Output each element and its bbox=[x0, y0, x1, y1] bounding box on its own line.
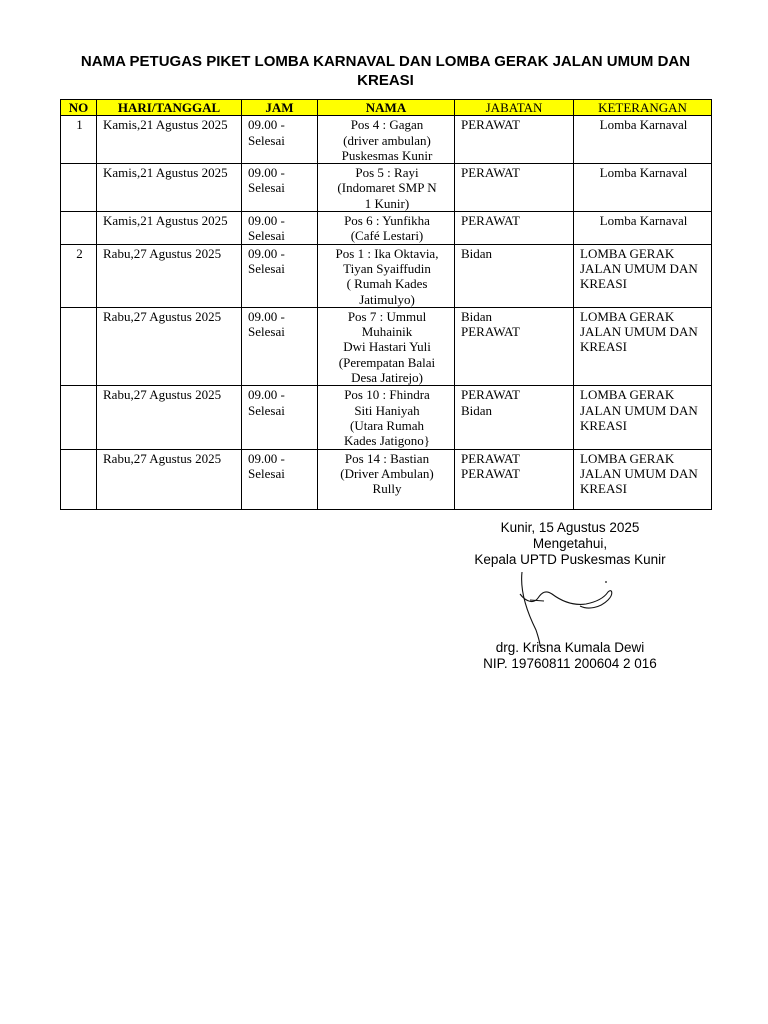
cell-name: Pos 4 : Gagan (driver ambulan) Puskesmas Kunir bbox=[318, 116, 455, 164]
table-header-row bbox=[61, 100, 712, 116]
cell-role: PERAWAT Bidan bbox=[455, 386, 574, 449]
cell-role: Bidan bbox=[455, 244, 574, 307]
cell-role: PERAWAT bbox=[455, 116, 574, 164]
cell-note: Lomba Karnaval bbox=[574, 164, 712, 212]
signer-name: drg. Krisna Kumala Dewi bbox=[495, 640, 645, 655]
signature-acknowledged: Mengetahui, bbox=[532, 536, 608, 551]
cell-time: 09.00 - Selesai bbox=[242, 386, 318, 449]
cell-name: Pos 1 : Ika Oktavia, Tiyan Syaiffudin ( Rumah Kades Jatimulyo) bbox=[318, 244, 455, 307]
table-row bbox=[61, 449, 712, 509]
table-row bbox=[61, 212, 712, 245]
cell-no bbox=[61, 307, 97, 385]
header-note: KETERANGAN bbox=[574, 100, 712, 116]
cell-date: Rabu,27 Agustus 2025 bbox=[97, 307, 242, 385]
header-time: JAM bbox=[242, 100, 318, 116]
header-role: JABATAN bbox=[455, 100, 574, 116]
table-row bbox=[61, 307, 712, 385]
cell-time: 09.00 - Selesai bbox=[242, 449, 318, 509]
cell-note: LOMBA GERAK JALAN UMUM DAN KREASI bbox=[574, 386, 712, 449]
cell-note: LOMBA GERAK JALAN UMUM DAN KREASI bbox=[574, 449, 712, 509]
table-row bbox=[61, 116, 712, 164]
cell-time: 09.00 - Selesai bbox=[242, 244, 318, 307]
cell-date: Rabu,27 Agustus 2025 bbox=[97, 449, 242, 509]
table-row bbox=[61, 164, 712, 212]
cell-date: Rabu,27 Agustus 2025 bbox=[97, 244, 242, 307]
handwritten-signature bbox=[500, 570, 630, 650]
cell-note: LOMBA GERAK JALAN UMUM DAN KREASI bbox=[574, 307, 712, 385]
cell-no: 1 bbox=[61, 116, 97, 164]
cell-name: Pos 10 : Fhindra Siti Haniyah (Utara Rumah Kades Jatigono} bbox=[318, 386, 455, 449]
table-row bbox=[61, 386, 712, 449]
cell-role: PERAWAT bbox=[455, 164, 574, 212]
cell-no bbox=[61, 386, 97, 449]
cell-time: 09.00 - Selesai bbox=[242, 307, 318, 385]
cell-name: Pos 14 : Bastian (Driver Ambulan) Rully bbox=[318, 449, 455, 509]
cell-time: 09.00 - Selesai bbox=[242, 164, 318, 212]
cell-no bbox=[61, 212, 97, 245]
cell-no bbox=[61, 449, 97, 509]
cell-date: Kamis,21 Agustus 2025 bbox=[97, 164, 242, 212]
signature-position: Kepala UPTD Puskesmas Kunir bbox=[474, 552, 666, 567]
cell-time: 09.00 - Selesai bbox=[242, 212, 318, 245]
cell-no: 2 bbox=[61, 244, 97, 307]
cell-time: 09.00 - Selesai bbox=[242, 116, 318, 164]
cell-no bbox=[61, 164, 97, 212]
cell-role: Bidan PERAWAT bbox=[455, 307, 574, 385]
header-no: NO bbox=[61, 100, 97, 116]
cell-role: PERAWAT bbox=[455, 212, 574, 245]
header-name: NAMA bbox=[318, 100, 455, 116]
cell-note: Lomba Karnaval bbox=[574, 116, 712, 164]
cell-role: PERAWAT PERAWAT bbox=[455, 449, 574, 509]
signer-nip: NIP. 19760811 200604 2 016 bbox=[483, 656, 657, 671]
cell-note: Lomba Karnaval bbox=[574, 212, 712, 245]
document-title: NAMA PETUGAS PIKET LOMBA KARNAVAL DAN LOMBA GERAK JALAN UMUM DAN KREASI bbox=[80, 53, 691, 89]
cell-date: Rabu,27 Agustus 2025 bbox=[97, 386, 242, 449]
cell-date: Kamis,21 Agustus 2025 bbox=[97, 212, 242, 245]
cell-date: Kamis,21 Agustus 2025 bbox=[97, 116, 242, 164]
table-row bbox=[61, 244, 712, 307]
cell-name: Pos 5 : Rayi (Indomaret SMP N 1 Kunir) bbox=[318, 164, 455, 212]
duty-roster-table bbox=[60, 99, 712, 510]
header-date: HARI/TANGGAL bbox=[97, 100, 242, 116]
signature-place-date: Kunir, 15 Agustus 2025 bbox=[500, 520, 640, 535]
cell-name: Pos 6 : Yunfikha (Café Lestari) bbox=[318, 212, 455, 245]
cell-name: Pos 7 : Ummul Muhainik Dwi Hastari Yuli (Perempatan Balai Desa Jatirejo) bbox=[318, 307, 455, 385]
cell-note: LOMBA GERAK JALAN UMUM DAN KREASI bbox=[574, 244, 712, 307]
